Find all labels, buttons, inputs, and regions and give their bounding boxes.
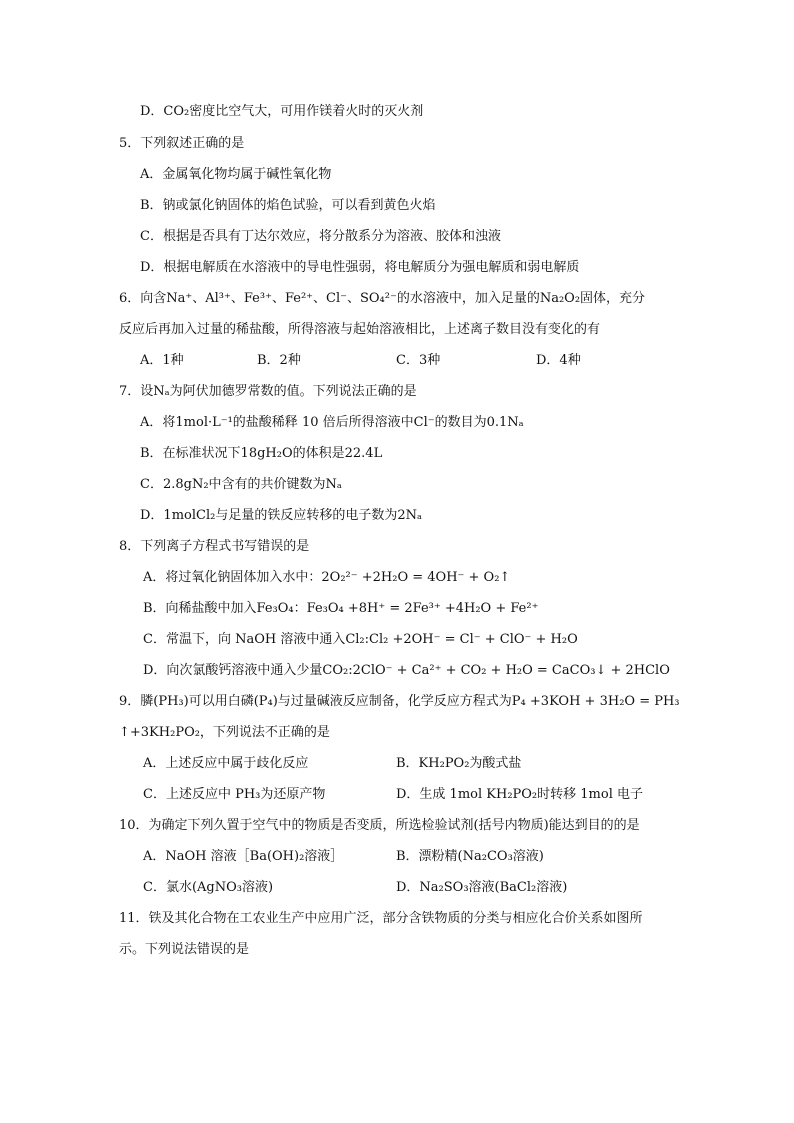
q10-option-d: D．Na₂SO₃溶液(BaCl₂溶液) <box>396 880 568 895</box>
q9-option-d: D．生成 1mol KH₂PO₂时转移 1mol 电子 <box>396 787 643 802</box>
q4-option-d: D．CO₂密度比空气大，可用作镁着火时的灭火剂 <box>140 104 424 119</box>
q6-stem-line2: 反应后再加入过量的稀盐酸，所得溶液与起始溶液相比，上述离子数目没有变化的有 <box>119 322 601 337</box>
q5-stem: 5．下列叙述正确的是 <box>119 136 245 151</box>
q10-option-b: B．漂粉精(Na₂CO₃溶液) <box>396 849 544 864</box>
q9-option-c: C．上述反应中 PH₃为还原产物 <box>143 787 326 802</box>
q6-option-a: A．1种 <box>140 353 184 368</box>
q5-option-b: B．钠或氯化钠固体的焰色试验，可以看到黄色火焰 <box>140 198 436 213</box>
q9-stem-line1: 9．膦(PH₃)可以用白磷(P₄)与过量碱液反应制备，化学反应方程式为P₄ +3KOH + 3H₂O = PH₃ <box>119 694 680 709</box>
q6-option-d: D．4种 <box>536 353 581 368</box>
q5-option-c: C．根据是否具有丁达尔效应，将分散系分为溶液、胶体和浊液 <box>140 229 501 244</box>
q9-option-b: B．KH₂PO₂为酸式盐 <box>396 756 522 771</box>
q7-option-a: A．将1mol·L⁻¹的盐酸稀释 10 倍后所得溶液中Cl⁻的数目为0.1Nₐ <box>140 415 524 430</box>
q10-option-c: C．氯水(AgNO₃溶液) <box>143 880 274 895</box>
q8-option-d: D．向次氯酸钙溶液中通入少量CO₂:2ClO⁻ + Ca²⁺ + CO₂ + H₂O = CaCO₃↓ + 2HClO <box>143 663 670 678</box>
q7-option-b: B．在标准状况下18gH₂O的体积是22.4L <box>140 446 383 461</box>
q10-option-a: A．NaOH 溶液［Ba(OH)₂溶液］ <box>143 849 344 864</box>
q11-stem-line2: 示。下列说法错误的是 <box>119 942 250 957</box>
q8-option-b: B．向稀盐酸中加入Fe₃O₄：Fe₃O₄ +8H⁺ = 2Fe³⁺ +4H₂O + Fe²⁺ <box>143 601 539 616</box>
q5-option-a: A．金属氧化物均属于碱性氧化物 <box>140 167 332 182</box>
q6-stem-line1: 6．向含Na⁺、Al³⁺、Fe³⁺、Fe²⁺、Cl⁻、SO₄²⁻的水溶液中，加入足量的Na₂O₂固体，充分 <box>119 291 646 306</box>
q9-stem-line2: ↑+3KH₂PO₂，下列说法不正确的是 <box>119 725 330 740</box>
q7-option-c: C．2.8gN₂中含有的共价键数为Nₐ <box>140 477 342 492</box>
q7-stem: 7．设Nₐ为阿伏加德罗常数的值。下列说法正确的是 <box>119 384 417 399</box>
q10-stem: 10．为确定下列久置于空气中的物质是否变质，所选检验试剂(括号内物质)能达到目的的是 <box>119 818 640 833</box>
q6-option-b: B．2种 <box>257 353 301 368</box>
q6-option-c: C．3种 <box>396 353 441 368</box>
q8-option-c: C．常温下，向 NaOH 溶液中通入Cl₂:Cl₂ +2OH⁻ = Cl⁻ + ClO⁻ + H₂O <box>143 632 578 647</box>
q7-option-d: D．1molCl₂与足量的铁反应转移的电子数为2Nₐ <box>140 508 422 523</box>
q11-stem-line1: 11．铁及其化合物在工农业生产中应用广泛，部分含铁物质的分类与相应化合价关系如图所 <box>119 911 643 926</box>
q8-stem: 8．下列离子方程式书写错误的是 <box>119 539 310 554</box>
q5-option-d: D．根据电解质在水溶液中的导电性强弱，将电解质分为强电解质和弱电解质 <box>140 260 580 275</box>
q9-option-a: A．上述反应中属于歧化反应 <box>143 756 309 771</box>
q8-option-a: A．将过氧化钠固体加入水中：2O₂²⁻ +2H₂O = 4OH⁻ + O₂↑ <box>143 570 511 585</box>
